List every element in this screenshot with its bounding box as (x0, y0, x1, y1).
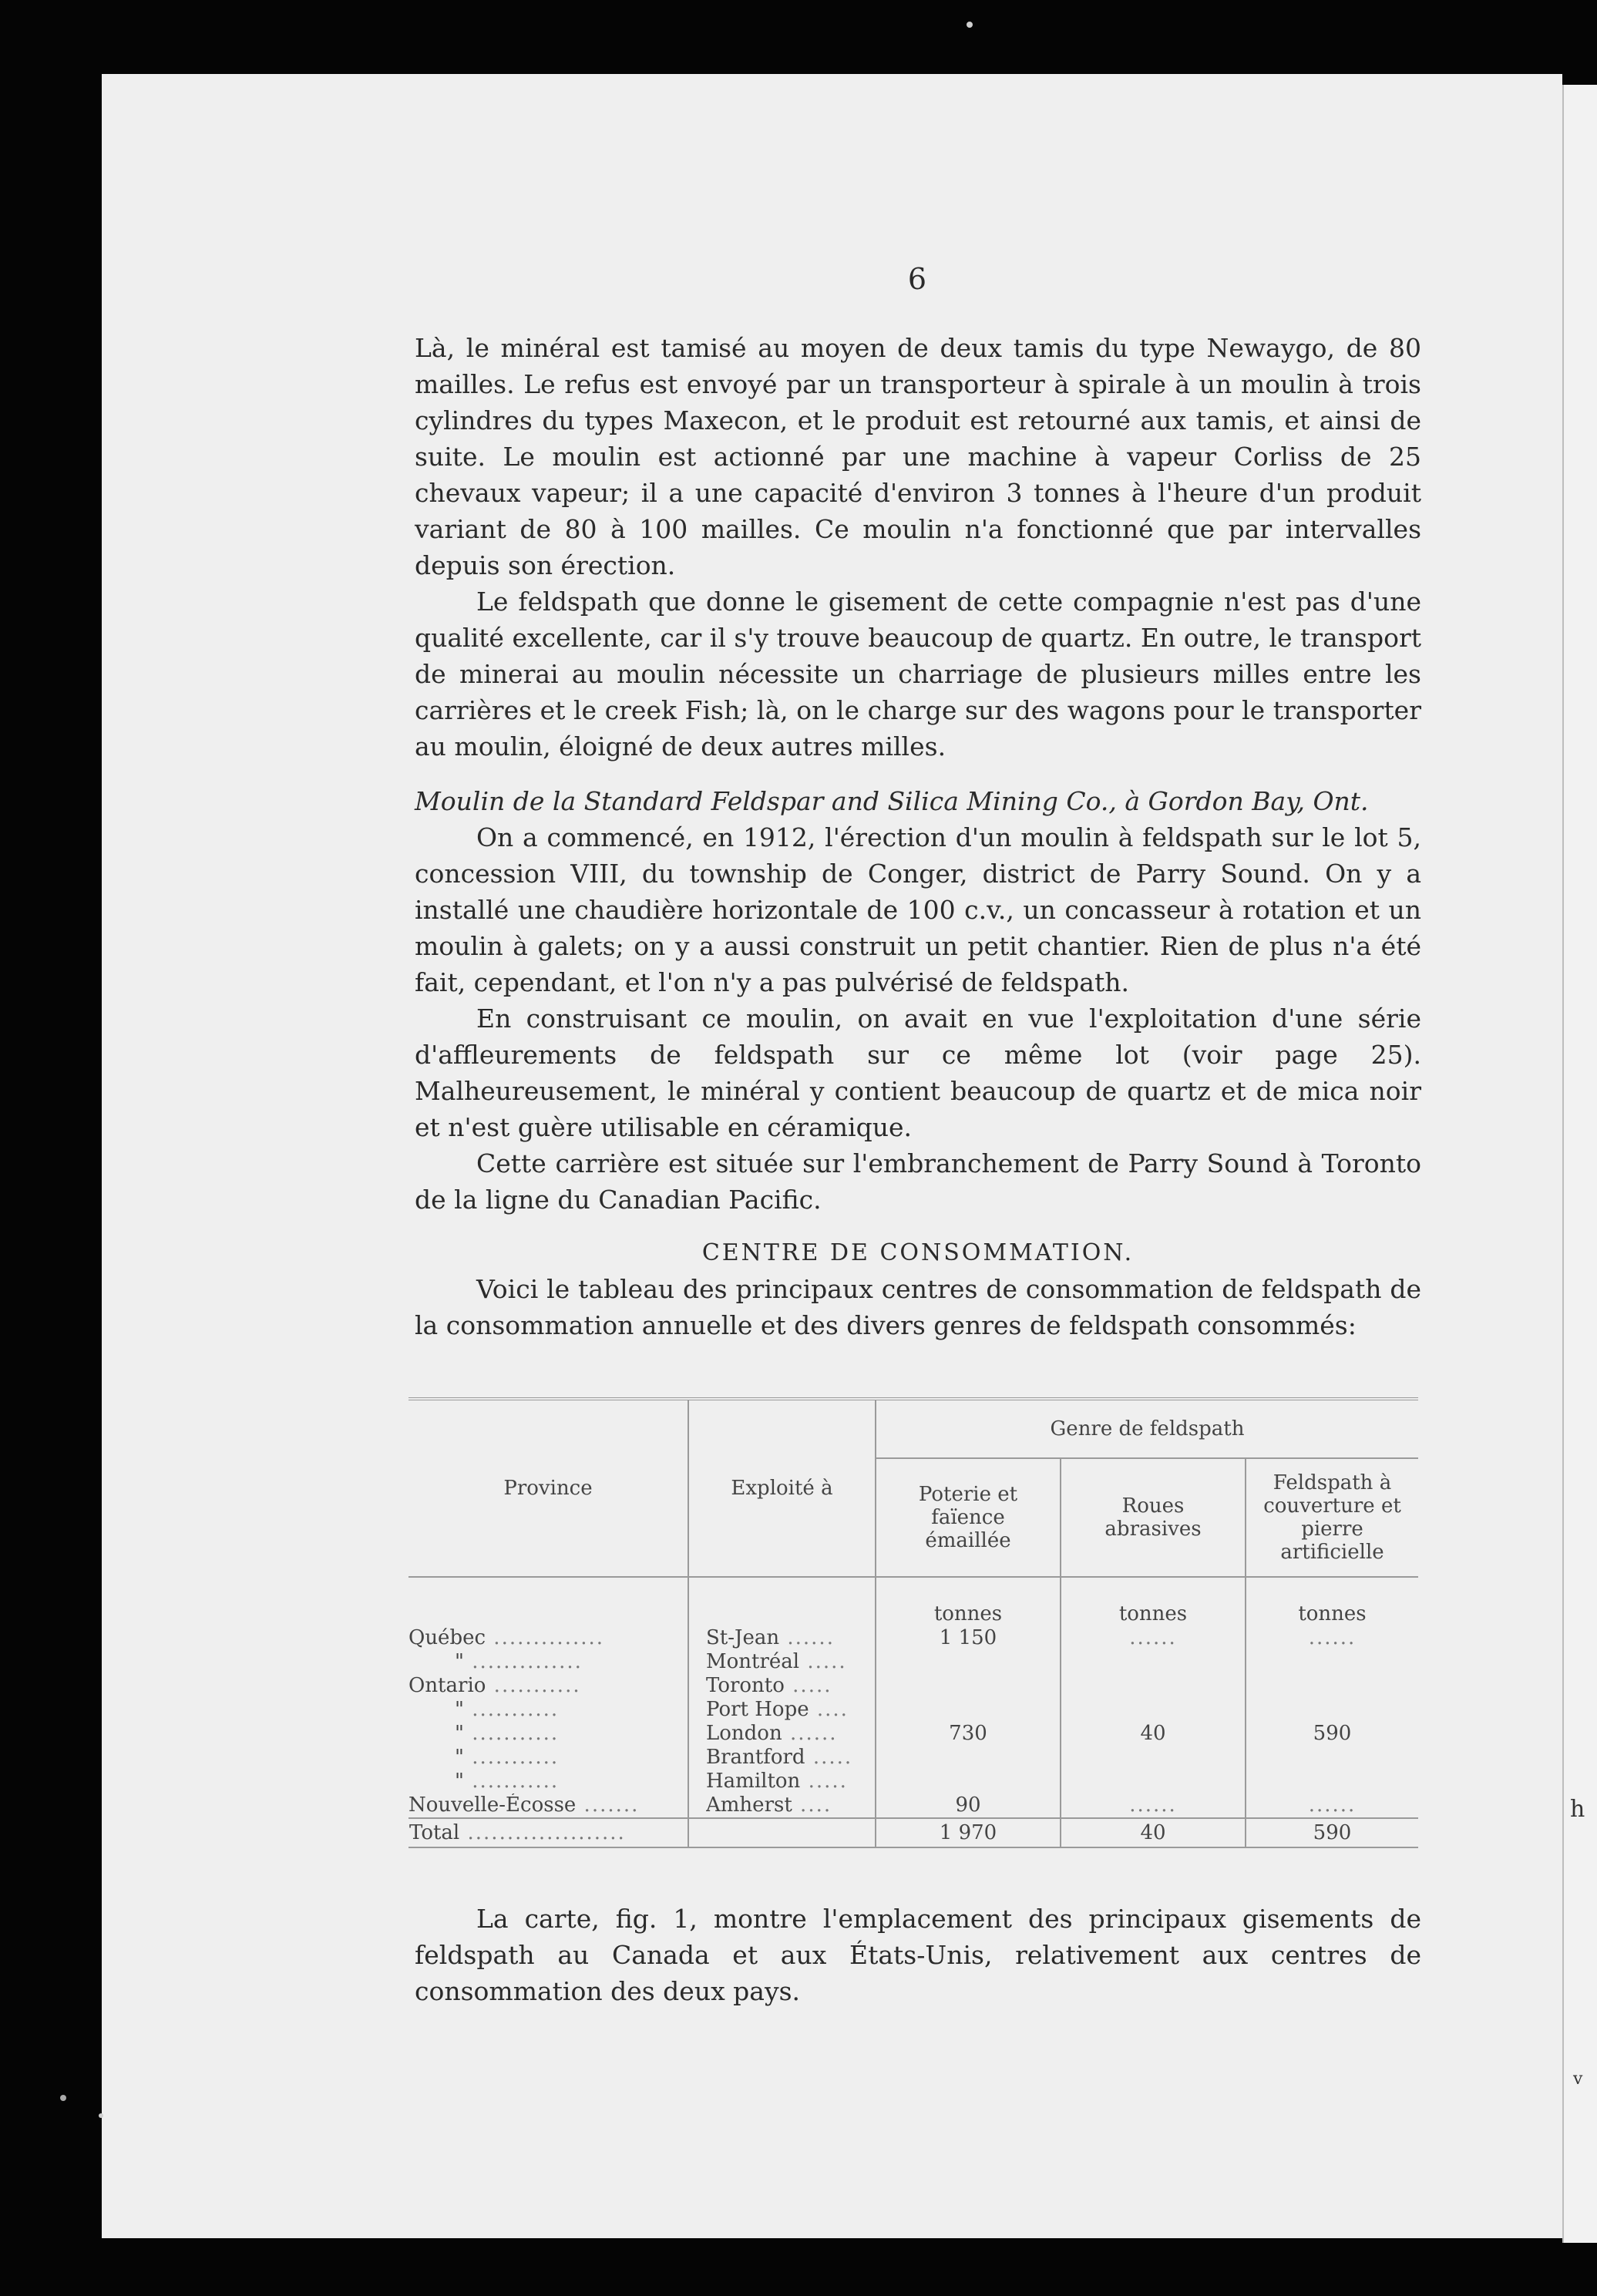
city-column (688, 1577, 876, 1818)
paragraph-quarry-location: Cette carrière est située sur l'embranchement de Parry Sound à Toronto de la ligne du Canadian Pacific. (415, 1148, 1421, 1215)
paragraph-construction: On a commencé, en 1912, l'érection d'un moulin à feldspath sur le lot 5, concession VIII, du township de Conger, district de Parry Sound. On y a installé une chaudière horizontale de 100 c.v., un concasseur à rotation et un moulin à galets; on y a aussi construit un petit chantier. Rien de plus n'a été fait, cependant, et l'on n'y a pas pulvérisé de feldspath. (415, 822, 1421, 997)
value-cell: 1 150 (939, 1626, 997, 1649)
dust-speck (60, 2095, 66, 2101)
value-cell: ...... (1129, 1793, 1177, 1817)
poterie-column (876, 1577, 1061, 1818)
province-row: " .............. (455, 1650, 583, 1673)
province-row: " ........... (455, 1746, 560, 1769)
paragraph-outcrops: En construisant ce moulin, on avait en vue l'exploitation d'une série d'affleurements de feldspath sur ce même lot (voir page 25). Malheureusement, le minéral y contient beaucoup de quartz et de mica noir et n'est guère utilisable en céramique. (415, 1003, 1421, 1142)
province-row: Québec .............. (408, 1626, 605, 1649)
city-row: Montréal ..... (706, 1650, 847, 1673)
consumption-heading: CENTRE DE CONSOMMATION. (701, 1239, 1135, 1266)
province-row: " ........... (455, 1770, 560, 1793)
roues-column (1061, 1577, 1246, 1818)
province-column (408, 1577, 688, 1818)
page-number: 6 (907, 262, 927, 296)
value-cell: ...... (1308, 1626, 1357, 1649)
total-row (408, 1818, 1418, 1847)
province-row: " ........... (455, 1698, 560, 1721)
value-cell: ...... (1308, 1793, 1357, 1817)
header-exploite: Exploité à (688, 1399, 876, 1577)
paragraph-quality: Le feldspath que donne le gisement de cette compagnie n'est pas d'une qualité excellente, car il s'y trouve beaucoup de quartz. En outre, le transport de minerai au moulin nécessite un charriage de plusieurs milles entre les carrières et le creek Fish; là, on le charge sur des wagons pour le transporter au moulin, éloigné de deux autres milles. (415, 587, 1421, 761)
paragraph-map: La carte, fig. 1, montre l'emplacement des principaux gisements de feldspath au Canada et aux États-Unis, relativement aux centres de consommation des deux pays. (415, 1904, 1421, 2006)
unit-label: tonnes (1118, 1602, 1188, 1625)
total-couverture: 590 (1246, 1818, 1418, 1847)
city-row: Amherst .... (706, 1793, 832, 1817)
city-row: Toronto ..... (706, 1674, 832, 1697)
total-poterie: 1 970 (876, 1818, 1061, 1847)
value-cell: 590 (1313, 1722, 1352, 1745)
paragraph-table-intro: Voici le tableau des principaux centres de consommation de feldspath de la consommation annuelle et des divers genres de feldspath consommés: (415, 1274, 1421, 1340)
value-cell: ...... (1129, 1626, 1177, 1649)
value-cell: 730 (949, 1722, 987, 1745)
consumption-table (408, 1397, 1418, 1848)
city-row: St-Jean ...... (706, 1626, 835, 1649)
margin-letter-v: v (1573, 2069, 1583, 2089)
city-row: Port Hope .... (706, 1698, 849, 1721)
total-label: Total .................... (408, 1818, 688, 1847)
header-couverture: Feldspath à couverture et pierre artificielle (1246, 1458, 1418, 1577)
couverture-column (1246, 1577, 1418, 1818)
total-roues: 40 (1061, 1818, 1246, 1847)
header-poterie: Poterie et faïence émaillée (876, 1458, 1061, 1577)
adjacent-page-edge (1562, 85, 1597, 2243)
section-title: Moulin de la Standard Feldspar and Silica Mining Co., à Gordon Bay, Ont. (415, 786, 1369, 816)
value-cell: 40 (1140, 1722, 1166, 1745)
value-cell: 90 (955, 1793, 981, 1817)
city-row: Hamilton ..... (706, 1770, 848, 1793)
header-roues: Roues abrasives (1061, 1458, 1246, 1577)
header-genre: Genre de feldspath (876, 1399, 1418, 1458)
province-row: " ........... (455, 1722, 560, 1745)
header-province: Province (408, 1399, 688, 1577)
dust-speck (99, 2113, 103, 2118)
unit-label: tonnes (933, 1602, 1003, 1625)
province-row: Nouvelle-Écosse ....... (408, 1793, 640, 1817)
province-row: Ontario ........... (408, 1674, 581, 1697)
city-row: Brantford ..... (706, 1746, 853, 1769)
page-content (415, 330, 1421, 1343)
paragraph-sifting: Là, le minéral est tamisé au moyen de deux tamis du type Newaygo, de 80 mailles. Le refus est envoyé par un transporteur à spirale à un moulin à trois cylindres du types Maxecon, et le produit est retourné aux tamis, et ainsi de suite. Le moulin est actionné par une machine à vapeur Corliss de 25 chevaux vapeur; il a une capacité d'environ 3 tonnes à l'heure d'un produit variant de 80 à 100 mailles. Ce moulin n'a fonctionné que par intervalles depuis son érection. (415, 333, 1421, 580)
dust-speck (967, 22, 973, 28)
city-row: London ...... (706, 1722, 838, 1745)
unit-label: tonnes (1298, 1602, 1367, 1625)
margin-letter-h: h (1570, 1796, 1585, 1823)
closing-content (415, 1901, 1421, 2009)
